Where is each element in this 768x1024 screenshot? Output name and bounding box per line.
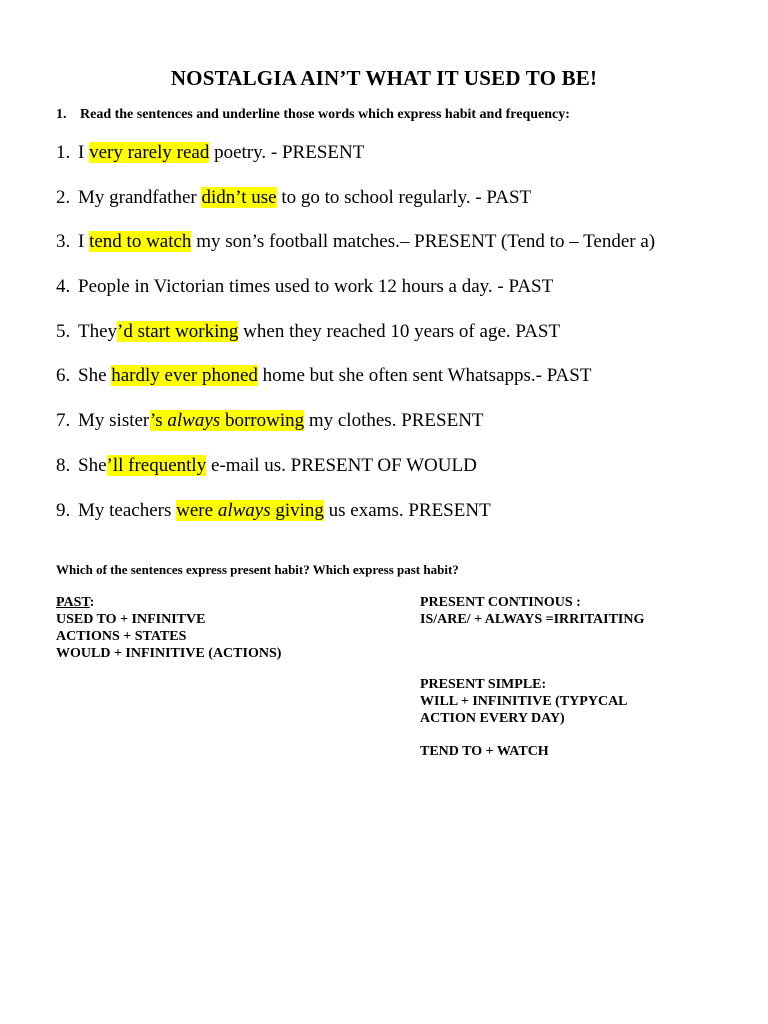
sentence-text: poetry. - PRESENT <box>209 142 365 163</box>
past-line: WOULD + INFINITIVE (ACTIONS) <box>56 646 282 661</box>
sentence-number: 7. <box>56 410 71 432</box>
past-heading-line <box>56 594 281 611</box>
sentence-text: She <box>78 365 112 387</box>
sentence-text: e-mail us. PRESENT OF WOULD <box>206 454 477 476</box>
tend-to-line: TEND TO + WATCH <box>420 744 549 759</box>
sentence-number: 1. <box>56 142 71 163</box>
sentence-text: home but she often sent Whatsapps.- PAST <box>257 365 592 387</box>
page-title: NOSTALGIA AIN’T WHAT IT USED TO BE! <box>170 66 598 90</box>
instruction <box>56 107 570 123</box>
sentence-3 <box>56 230 655 275</box>
highlighted-phrase: borrowing <box>220 410 305 432</box>
sentence-number: 3. <box>56 231 71 253</box>
instruction-text: Read the sentences and underline those words which express habit and frequency: <box>80 107 570 122</box>
sentence-number: 4. <box>56 276 71 298</box>
sentence-text: People in Victorian times used to work 12 hours a day. - PAST <box>78 276 554 298</box>
present-simple-line: WILL + INFINITIVE (TYPYCAL <box>420 694 628 709</box>
highlighted-phrase: always <box>167 410 221 432</box>
past-column <box>56 594 281 662</box>
present-simple-heading: PRESENT SIMPLE: <box>420 677 547 692</box>
sentence-text: She <box>78 454 107 476</box>
sentence-text: my clothes. PRESENT <box>304 410 484 432</box>
sentence-2 <box>56 186 655 231</box>
sentence-text: when they reached 10 years of age. PAST <box>238 320 561 342</box>
sentence-number: 5. <box>56 320 71 342</box>
sentence-number: 6. <box>56 365 71 387</box>
sentence-text: My grandfather <box>78 186 202 208</box>
sentence-text: My teachers <box>78 499 177 521</box>
sentence-number: 8. <box>56 454 71 476</box>
question: Which of the sentences express present habit? Which express past habit? <box>56 562 459 577</box>
sentence-text: to go to school regularly. - PAST <box>276 186 532 208</box>
sentence-text: I <box>78 231 90 253</box>
sentence-number: 2. <box>56 186 71 208</box>
present-simple-line: ACTION EVERY DAY) <box>420 711 565 726</box>
sentence-text: us exams. PRESENT <box>323 499 491 521</box>
present-continuous-heading: PRESENT CONTINOUS : <box>420 595 581 610</box>
highlighted-phrase: didn’t use <box>201 186 277 208</box>
past-line: USED TO + INFINITVE <box>56 612 206 627</box>
highlighted-phrase: very rarely read <box>89 142 210 163</box>
sentence-6 <box>56 364 655 409</box>
sentence-9 <box>56 499 655 544</box>
past-heading-suffix: : <box>89 595 95 610</box>
instruction-number: 1. <box>56 107 67 122</box>
highlighted-phrase: hardly ever phoned <box>111 365 258 387</box>
sentence-5 <box>56 320 655 365</box>
highlighted-phrase: ’d start working <box>117 320 239 342</box>
sentence-text: My sister <box>78 410 150 432</box>
present-column <box>420 594 644 760</box>
past-heading: PAST <box>56 595 90 610</box>
sentence-text: They <box>78 320 118 342</box>
highlighted-phrase: always <box>217 499 271 521</box>
sentence-number: 9. <box>56 499 71 521</box>
highlighted-phrase: tend to watch <box>89 231 192 253</box>
sentence-1 <box>56 141 655 186</box>
sentence-4 <box>56 275 655 320</box>
sentence-list <box>56 141 655 543</box>
highlighted-phrase: ’s <box>149 410 168 432</box>
sentence-7 <box>56 409 655 454</box>
highlighted-phrase: were <box>176 499 218 521</box>
present-continuous-line: IS/ARE/ + ALWAYS =IRRITAITING <box>420 612 645 627</box>
sentence-text: my son’s football matches.– PRESENT (Tend to – Tender a) <box>191 231 656 253</box>
past-line: ACTIONS + STATES <box>56 629 187 644</box>
sentence-text: I <box>78 142 90 163</box>
highlighted-phrase: ’ll frequently <box>106 454 207 476</box>
sentence-8 <box>56 454 655 499</box>
highlighted-phrase: giving <box>270 499 324 521</box>
